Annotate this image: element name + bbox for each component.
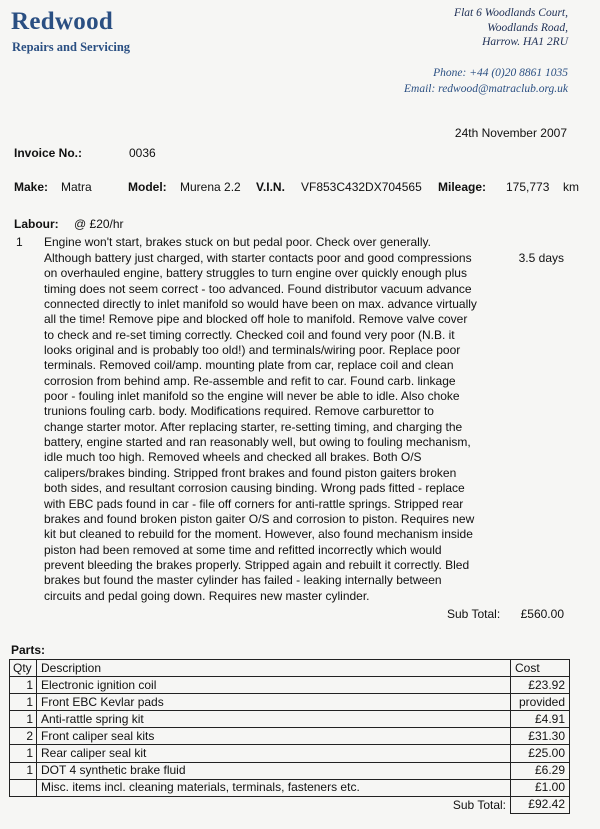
row-qty: 1 (10, 711, 37, 728)
row-cost: £4.91 (511, 711, 570, 728)
vin-label: V.I.N. (256, 180, 285, 194)
description-line: circuits and pedal going down. Requires new master cylinder. (44, 588, 370, 603)
description-line: timing does not seem correct - too advanced. Found distributor vacuum advance (44, 281, 472, 296)
description-line: poor - fouling inlet manifold so the engine will never be able to idle. Also choke (44, 389, 460, 404)
description-line: trunions fouling carb. body. Modifications required. Remove carburettor to (44, 404, 434, 419)
invoice-date: 24th November 2007 (454, 126, 567, 140)
row-description: Misc. items incl. cleaning materials, terminals, fasteners etc. (37, 779, 511, 796)
address-line-2: Woodlands Road, (487, 21, 568, 34)
description-line: calipers/brakes binding. Stripped front brakes and found piston gaiters broken (44, 465, 457, 480)
description-line: to check and re-set timing correctly. Checked coil and found very poor (N.B. it (44, 327, 455, 342)
labour-subtotal-label: Sub Total: (447, 607, 501, 621)
vin-value: VF853C432DX704565 (301, 180, 422, 194)
description-line: all the time! Remove pipe and blocked off hole to manifold. Remove valve cover (44, 312, 468, 327)
table-subtotal-row (10, 796, 570, 813)
description-header: Description (37, 660, 511, 677)
parts-subtotal: £92.42 (511, 796, 570, 813)
row-description: Rear caliper seal kit (37, 745, 511, 762)
company-tagline: Repairs and Servicing (12, 40, 131, 54)
description-line: kit but cleaned to rebuild for the moment. However, also found mechanism inside (44, 527, 473, 542)
make-label: Make: (14, 180, 49, 194)
row-qty: 1 (10, 694, 37, 711)
row-qty: 2 (10, 728, 37, 745)
description-line: prevent bleeding the brakes properly. Stripped again and rebuilt it correctly. Bled (44, 557, 470, 572)
mileage-value: 175,773 (506, 180, 550, 194)
description-line: piston had been removed at some time and refitted incorrectly which would (44, 542, 442, 557)
table-row (10, 762, 570, 779)
row-cost: £31.30 (511, 728, 570, 745)
company-email: Email: redwood@matraclub.org.uk (403, 83, 568, 95)
row-description: Front EBC Kevlar pads (37, 694, 511, 711)
description-line: looks original and is probably too old!) and terminals/wiring poor. Replace poor (44, 343, 461, 358)
table-row (10, 745, 570, 762)
parts-subtotal-label: Sub Total: (37, 796, 511, 813)
row-cost: provided (511, 694, 570, 711)
description-line: brakes but found the master cylinder has failed - leaking internally between (44, 573, 442, 588)
description-line: change starter motor. After replacing starter, re-setting timing, and charging the (44, 419, 463, 434)
table-row (10, 779, 570, 796)
description-line: on overhauled engine, battery struggles to turn engine over quickly enough plus (44, 266, 467, 281)
row-qty: 1 (10, 745, 37, 762)
make-value: Matra (61, 180, 92, 194)
labour-rate: @ £20/hr (74, 217, 124, 231)
address-line-1: Flat 6 Woodlands Court, (454, 7, 568, 19)
description-line: idle much too high. Removed wheels and checked all brakes. Both O/S (44, 450, 422, 465)
row-qty: 1 (10, 677, 37, 694)
model-value: Murena 2.2 (180, 180, 241, 194)
table-row (10, 711, 570, 728)
address-line-3: Harrow. HA1 2RU (482, 36, 568, 48)
description-line: with EBC pads found in car - file off corners for anti-rattle springs. Stripped rear (44, 496, 464, 511)
invoice-number: 0036 (129, 146, 156, 160)
description-line: Although battery just charged, with starter contacts poor and good compressions (44, 251, 472, 265)
row-cost: £25.00 (511, 745, 570, 762)
labour-duration: 3.5 days (518, 251, 564, 265)
row-qty (10, 779, 37, 796)
labour-description (44, 251, 514, 604)
mileage-unit: km (563, 180, 579, 194)
company-phone: Phone: +44 (0)20 8861 1035 (433, 67, 568, 79)
invoice-number-label: Invoice No.: (14, 146, 83, 160)
row-description: Anti-rattle spring kit (37, 711, 511, 728)
labour-subtotal: £560.00 (520, 607, 564, 621)
description-line: corrosion from behind amp. Re-assemble and refit to car. Found carb. linkage (44, 373, 456, 388)
table-row (10, 694, 570, 711)
row-description: DOT 4 synthetic brake fluid (37, 762, 511, 779)
company-logo-name: Redwood (11, 8, 114, 35)
qty-header: Qty (10, 660, 37, 677)
description-line: connected directly to inlet manifold so would have been on max. advance virtually (44, 297, 477, 312)
row-cost: £23.92 (511, 677, 570, 694)
subtotal-spacer (10, 796, 37, 813)
company-address (454, 6, 568, 50)
labour-label: Labour: (14, 217, 59, 231)
row-qty: 1 (10, 762, 37, 779)
parts-table (9, 659, 570, 814)
cost-header: Cost (511, 660, 570, 677)
description-line: both sides, and resultant corrosion causing binding. Wrong pads fitted - replace (44, 481, 465, 496)
description-line: brakes and found broken piston gaiter O/S and corrosion to piston. Requires new (44, 511, 475, 526)
table-header-row (10, 660, 570, 677)
parts-label: Parts: (11, 643, 46, 657)
table-row (10, 677, 570, 694)
row-cost: £6.29 (511, 762, 570, 779)
row-description: Front caliper seal kits (37, 728, 511, 745)
description-line: battery, engine started and ran reasonably well, but owing to fouling mechanism, (44, 435, 471, 450)
row-cost: £1.00 (511, 779, 570, 796)
row-description: Electronic ignition coil (37, 677, 511, 694)
mileage-label: Mileage: (438, 180, 487, 194)
description-line: terminals. Removed coil/amp. mounting plate from car, replace coil and clean (44, 358, 454, 373)
table-row (10, 728, 570, 745)
labour-item-number: 1 (16, 235, 23, 249)
model-label: Model: (128, 180, 167, 194)
labour-item-title: Engine won't start, brakes stuck on but pedal poor. Check over generally. (44, 235, 431, 249)
